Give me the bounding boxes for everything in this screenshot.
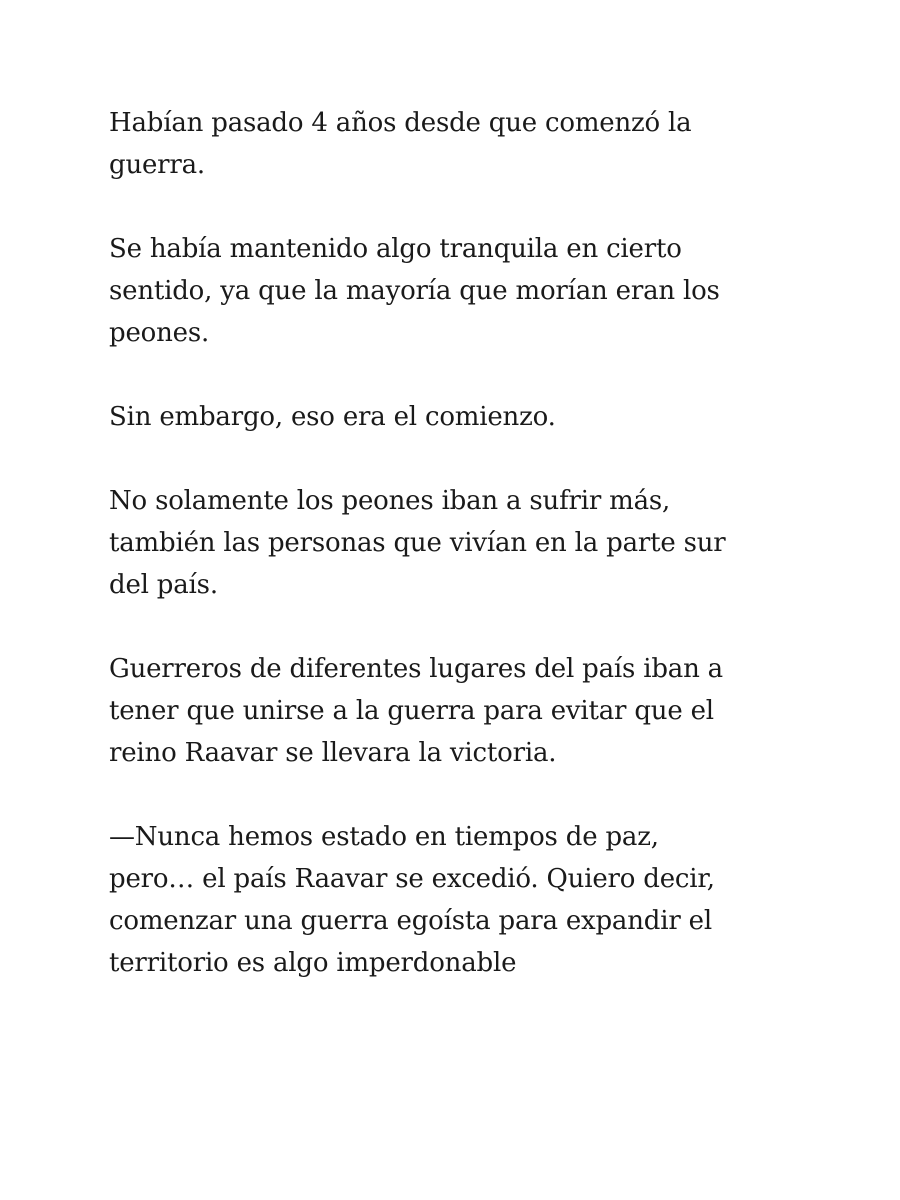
text-line: guerra. [109,150,205,180]
text-line: No solamente los peones iban a sufrir más, [109,486,671,516]
text-line: comenzar una guerra egoísta para expandir el [109,906,712,936]
text-line: del país. [109,570,218,600]
text-line: tener que unirse a la guerra para evitar que el [109,696,714,726]
text-line: sentido, ya que la mayoría que morían eran los [109,276,720,306]
text-line: pero… el país Raavar se excedió. Quiero decir, [109,864,715,894]
text-line: Guerreros de diferentes lugares del país iban a [109,654,723,684]
text-line: territorio es algo imperdonable [109,948,517,978]
text-line: Se había mantenido algo tranquila en cierto [109,234,682,264]
paragraph-2 [109,228,820,354]
paragraph-4 [109,480,820,606]
text-line: reino Raavar se llevara la victoria. [109,738,557,768]
paragraph-5 [109,648,820,774]
paragraph-1 [109,102,820,186]
text-line: Habían pasado 4 años desde que comenzó la [109,108,692,138]
text-line: —Nunca hemos estado en tiempos de paz, [109,822,659,852]
paragraph-6 [109,816,820,984]
text-line: también las personas que vivían en la parte sur [109,528,726,558]
text-line: peones. [109,318,210,348]
paragraph-3 [109,396,820,438]
text-line: Sin embargo, eso era el comienzo. [109,402,556,432]
